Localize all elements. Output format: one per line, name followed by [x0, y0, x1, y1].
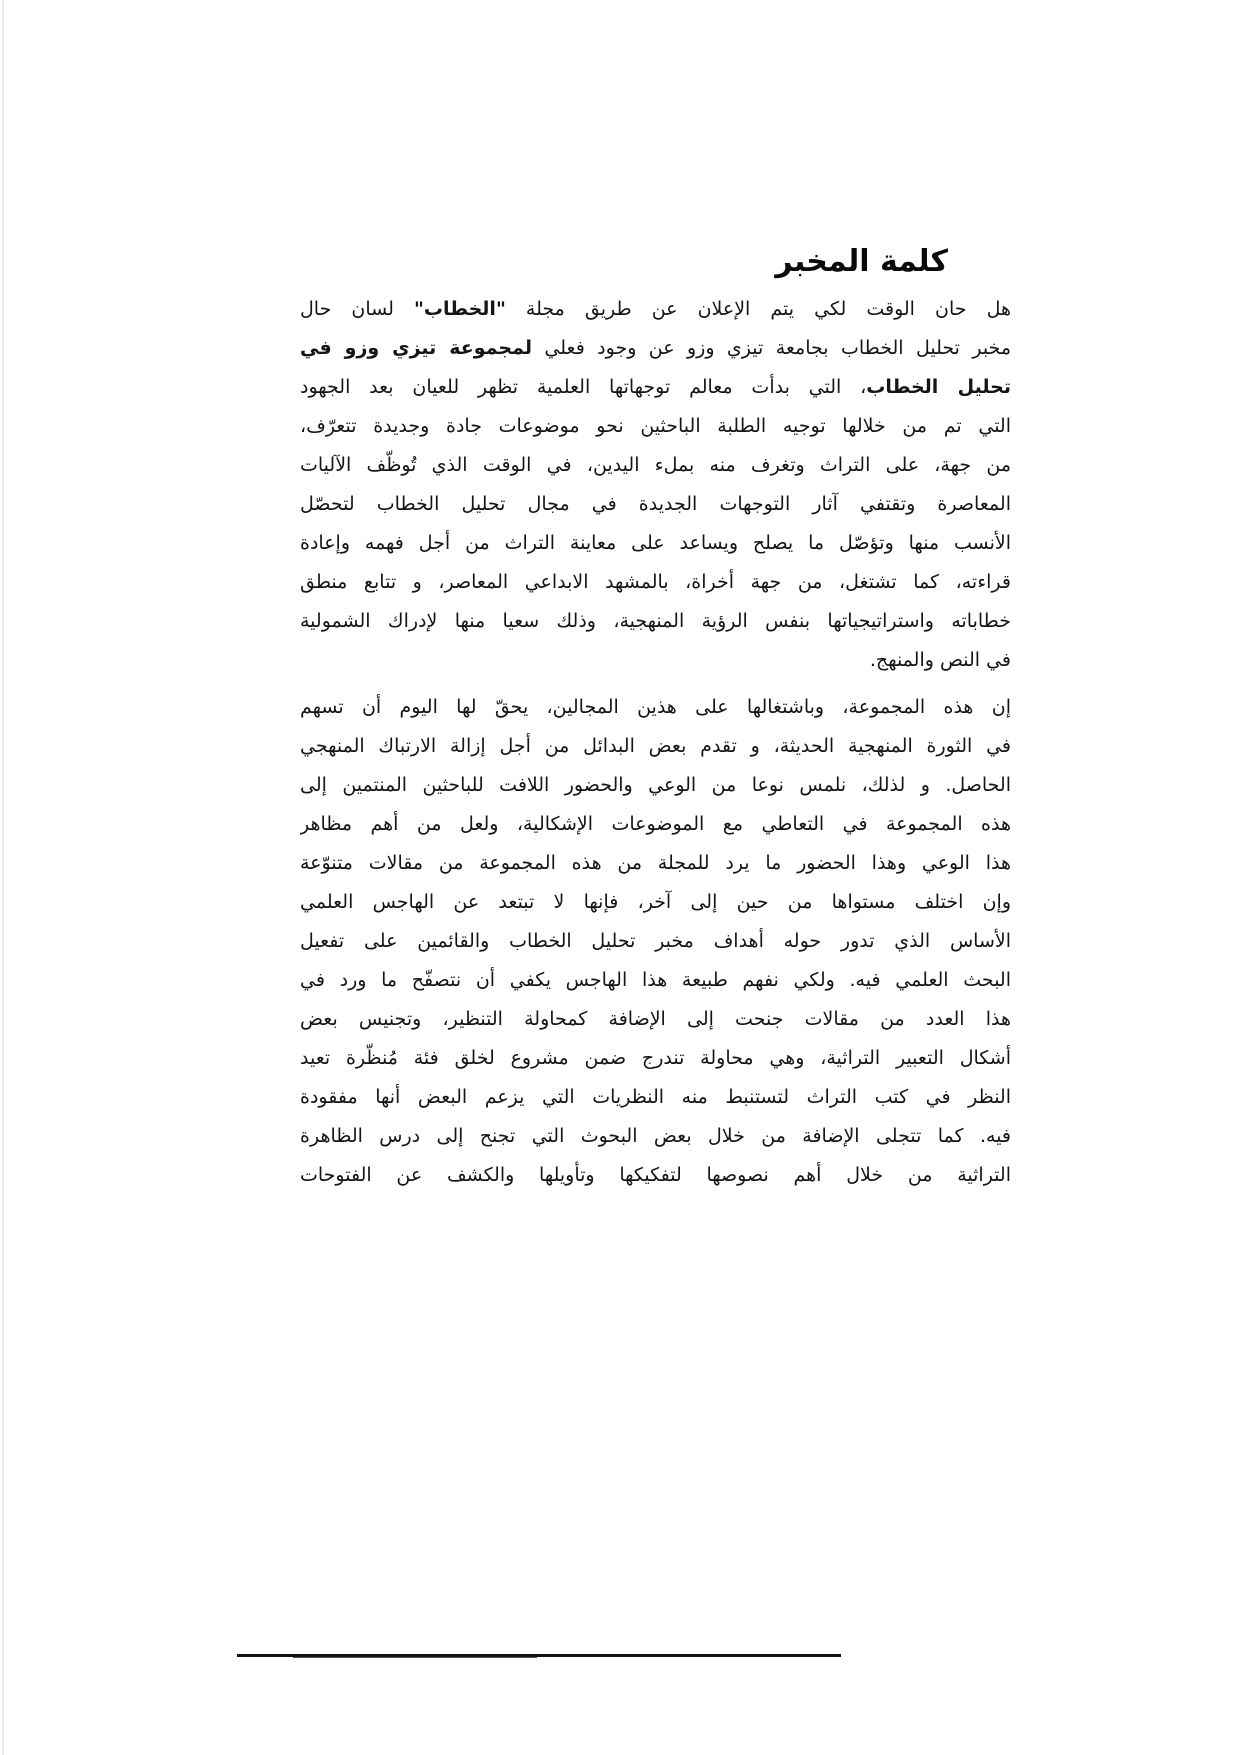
text-line [300, 641, 1011, 680]
bold-text: "الخطاب" [413, 298, 506, 320]
text-line [300, 1078, 1011, 1117]
text-run: ، التي بدأت معالم توجهاتها العلمية تظهر للعيان بعد الجهود [300, 376, 867, 398]
text-run: هل حان الوقت لكي يتم الإعلان عن طريق مجلة [505, 298, 1011, 320]
text-run: في الثورة المنهجية الحديثة، و تقدم بعض البدائل من أجل إزالة الارتباك المنهجي [300, 735, 1011, 757]
paragraph [300, 290, 1011, 680]
text-line [300, 563, 1011, 602]
bold-text: لمجموعة تيزي وزو في [300, 337, 532, 359]
text-line [300, 766, 1011, 805]
text-run: قراءته، كما تشتغل، من جهة أخراة، بالمشهد الابداعي المعاصر، و تتابع منطق [300, 571, 1011, 593]
footnote-separator [237, 1654, 841, 1657]
text-line [300, 883, 1011, 922]
paragraph-gap [300, 680, 1011, 688]
scan-edge [2, 0, 4, 1755]
text-line [300, 844, 1011, 883]
text-line [300, 922, 1011, 961]
text-run: خطاباته واستراتيجياتها بنفس الرؤية المنهجية، وذلك سعيا منها لإدراك الشمولية [300, 610, 1011, 632]
paragraph [300, 688, 1011, 1195]
text-run: إن هذه المجموعة، وباشتغالها على هذين المجالين، يحقّ لها اليوم أن تسهم [300, 696, 1011, 718]
text-line [300, 485, 1011, 524]
text-run: الأنسب منها وتؤصّل ما يصلح ويساعد على معاينة التراث من أجل فهمه وإعادة [300, 532, 1011, 554]
text-run: هذه المجموعة في التعاطي مع الموضوعات الإشكالية، ولعل من أهم مظاهر [300, 813, 1011, 835]
text-run: هذا الوعي وهذا الحضور ما يرد للمجلة من هذه المجموعة من مقالات متنوّعة [300, 852, 1011, 874]
text-run: التراثية من خلال أهم نصوصها لتفكيكها وتأويلها والكشف عن الفتوحات [300, 1164, 1011, 1186]
text-run: لسان حال [300, 298, 414, 320]
text-run: الحاصل. و لذلك، نلمس نوعا من الوعي والحضور اللافت للباحثين المنتمين إلى [300, 774, 1011, 796]
text-line [300, 805, 1011, 844]
text-run: الأساس الذي تدور حوله أهداف مخبر تحليل الخطاب والقائمين على تفعيل [300, 930, 1011, 952]
text-line [300, 290, 1011, 329]
text-line [300, 1000, 1011, 1039]
bold-text: تحليل الخطاب [866, 376, 1011, 398]
text-run: أشكال التعبير التراثية، وهي محاولة تندرج ضمن مشروع لخلق فئة مُنظّرة تعيد [300, 1047, 1011, 1069]
text-run: من جهة، على التراث وتغرف منه بملء اليدين، في الوقت الذي تُوظّف الآليات [300, 454, 1011, 476]
text-line [300, 368, 1011, 407]
text-line [300, 602, 1011, 641]
text-run: النظر في كتب التراث لتستنبط منه النظريات التي يزعم البعض أنها مفقودة [300, 1086, 1011, 1108]
text-run: البحث العلمي فيه. ولكي نفهم طبيعة هذا الهاجس يكفي أن نتصفّح ما ورد في [300, 969, 1011, 991]
text-run: وإن اختلف مستواها من حين إلى آخر، فإنها لا تبتعد عن الهاجس العلمي [300, 891, 1011, 913]
article-body [300, 290, 1011, 1195]
text-run: هذا العدد من مقالات جنحت إلى الإضافة كمحاولة التنظير، وتجنيس بعض [300, 1008, 1011, 1030]
text-line [300, 727, 1011, 766]
text-run: فيه. كما تتجلى الإضافة من خلال بعض البحوث التي تجنح إلى درس الظاهرة [300, 1125, 1011, 1147]
text-line [300, 407, 1011, 446]
text-run: في النص والمنهج. [869, 649, 1011, 671]
text-line [300, 1117, 1011, 1156]
text-line [300, 688, 1011, 727]
text-line [300, 446, 1011, 485]
text-line [300, 329, 1011, 368]
text-line [300, 961, 1011, 1000]
text-run: التي تم من خلالها توجيه الطلبة الباحثين نحو موضوعات جادة وجديدة تتعرّف، [300, 415, 1011, 437]
text-line [300, 524, 1011, 563]
text-line [300, 1039, 1011, 1078]
text-run: مخبر تحليل الخطاب بجامعة تيزي وزو عن وجود فعلي [532, 337, 1011, 359]
text-line [300, 1156, 1011, 1195]
text-run: المعاصرة وتقتفي آثار التوجهات الجديدة في مجال تحليل الخطاب لتحصّل [300, 493, 1011, 515]
page-title: كلمة المخبر [775, 244, 948, 279]
